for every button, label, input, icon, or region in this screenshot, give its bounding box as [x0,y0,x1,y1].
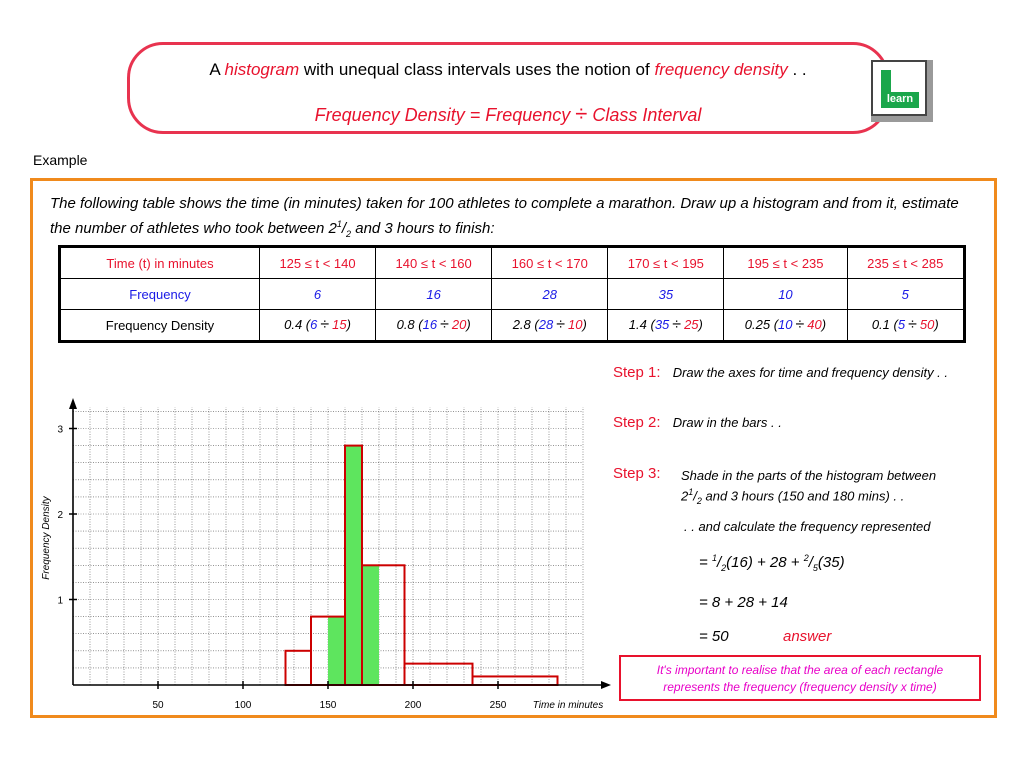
calc-eq: = [699,554,712,571]
y-axis-label: Frequency Density [41,496,52,580]
step-3 [613,465,661,482]
interval-cell: 160 ≤ t < 170 [492,247,608,279]
shaded-area [362,565,379,685]
step-1-label: Step 1: [613,364,661,381]
frequency-cell: 10 [724,279,847,310]
histogram-bar [405,664,473,685]
histogram-chart [0,390,620,730]
calc-line-1: = $^1/_2(16) + 28 + ^2/_5(35)$ [699,553,845,573]
interval-cell: 140 ≤ t < 160 [376,247,492,279]
calc-den-1: 2 [721,563,727,573]
x-tick-label: 100 [234,700,252,711]
row-label-time: Time (t) in minutes [60,247,260,279]
formula-left: Frequency Density = Frequency [314,105,576,125]
step-3-text-a: Shade in the parts of the histogram between [681,468,937,483]
fd-cell: 2.8 (28 ÷ 10) [492,310,608,342]
fd-width: 10 [567,317,583,332]
fd-cell: 0.8 (16 ÷ 20) [376,310,492,342]
fd-divide: ÷ [440,316,449,333]
calc-den-2: 5 [812,563,818,573]
fd-width: 15 [332,317,347,332]
y-tick-label: 3 [57,424,63,436]
term-histogram: histogram [224,60,300,79]
table-row-time [60,247,965,279]
y-axis-arrow [69,398,77,409]
step-3-text: Shade in the parts of the histogram between $2^1/_2$ and 3 hours (150 and 180 mins) . . [681,468,937,506]
formula-right: Class Interval [587,105,702,125]
step-3-whole: 2 [681,488,689,504]
step-3-label: Step 3: [613,465,661,482]
fd-cell: 0.1 (5 ÷ 50) [847,310,965,342]
answer-label: answer [783,628,832,645]
fd-width: 25 [684,317,699,332]
interval-cell: 195 ≤ t < 235 [724,247,847,279]
fd-divide: ÷ [672,316,682,333]
fd-value: 1.4 [628,317,647,332]
table-row-frequency [60,279,965,310]
frequency-cell: 35 [608,279,724,310]
fd-divide: ÷ [556,316,565,333]
calc-mid: (16) + 28 + [726,554,804,571]
y-tick-label: 2 [57,510,63,521]
fd-width: 40 [807,317,822,332]
x-axis-arrow [601,681,611,689]
chart-ticks [57,425,506,712]
formula [130,101,886,127]
header-text-suffix: . . [787,60,807,79]
note-line-2: represents the frequency (frequency density x time) [663,680,937,694]
fd-frequency: 35 [654,317,670,332]
x-tick-label: 150 [319,700,337,711]
table-row-fd [60,310,965,342]
row-label-fd: Frequency Density [60,310,260,342]
calc-intro: . . and calculate the frequency represented [684,519,931,534]
step-1-text: Draw the axes for time and frequency density . . [672,365,949,380]
frequency-cell: 6 [260,279,376,310]
calc-line-2: = 8 + 28 + 14 [699,594,788,611]
fd-width: 20 [451,317,467,332]
calc-line-3: = 50 [699,628,729,645]
fd-value: 0.4 [284,317,303,332]
fd-frequency: 6 [310,317,318,332]
fraction-slash: / [341,220,347,237]
fd-frequency: 28 [538,317,554,332]
logo-text: learn [886,93,914,105]
step-2 [613,414,782,431]
calc-num-2: 2 [803,553,809,563]
divide-sign: ÷ [575,101,588,126]
fd-value: 0.1 [871,317,890,332]
note-box [619,655,981,701]
question-part2: and 3 hours to finish: [351,220,495,237]
fd-cell: 1.4 (35 ÷ 25) [608,310,724,342]
step-3-den: 2 [696,495,702,506]
calc-num-1: 1 [711,553,717,563]
fraction-denominator: 2 [346,229,352,239]
x-tick-label: 250 [489,700,507,711]
fd-width: 50 [919,317,935,332]
interval-cell: 170 ≤ t < 195 [608,247,724,279]
logo-frame [871,60,927,116]
interval-cell: 125 ≤ t < 140 [260,247,376,279]
header-text-middle: with unequal class intervals uses the notion of [299,60,655,79]
fd-divide: ÷ [320,316,330,333]
x-tick-label: 50 [152,700,164,711]
fd-value: 2.8 [512,317,531,332]
frequency-cell: 16 [376,279,492,310]
fd-divide: ÷ [908,316,917,333]
step-2-text: Draw in the bars . . [672,415,782,430]
y-tick-label: 1 [57,595,63,607]
header-text-prefix: A [209,60,225,79]
histogram-bar [473,676,558,685]
question-part1: The following table shows the time (in minutes) taken for 100 athletes to complete a marathon. Draw up a histogram and from it, estimate the number of athletes who took between 2 [50,195,959,237]
term-frequency-density: frequency density [654,60,788,79]
fd-frequency: 5 [897,317,906,332]
step-3-text-b: and 3 hours (150 and 180 mins) . . [701,488,905,504]
note-line-1: It's important to realise that the area of each rectangle [656,663,944,677]
fd-cell: 0.25 (10 ÷ 40) [724,310,847,342]
frequency-cell: 5 [847,279,965,310]
fd-divide: ÷ [795,316,805,333]
fd-cell: 0.4 (6 ÷ 15) [260,310,376,342]
step-3-num: 1 [688,487,694,497]
header-statement [130,60,886,80]
frequency-table [58,245,966,343]
question-text [50,194,980,244]
example-label: Example [33,152,88,168]
shaded-area [345,446,362,685]
x-axis-label: Time in minutes [532,700,604,711]
learn-logo [871,60,933,122]
fd-value: 0.8 [396,317,415,332]
shaded-area [328,617,345,685]
row-label-frequency: Frequency [60,279,260,310]
frequency-cell: 28 [492,279,608,310]
interval-cell: 235 ≤ t < 285 [847,247,965,279]
calc-end: (35) [817,554,845,571]
fraction-numerator: 1 [336,219,342,229]
step-1 [613,364,948,381]
fd-frequency: 16 [422,317,438,332]
fd-frequency: 10 [778,317,793,332]
step-2-label: Step 2: [613,414,661,431]
header-box [127,42,889,134]
x-tick-label: 200 [404,700,422,711]
fd-value: 0.25 [744,317,771,332]
